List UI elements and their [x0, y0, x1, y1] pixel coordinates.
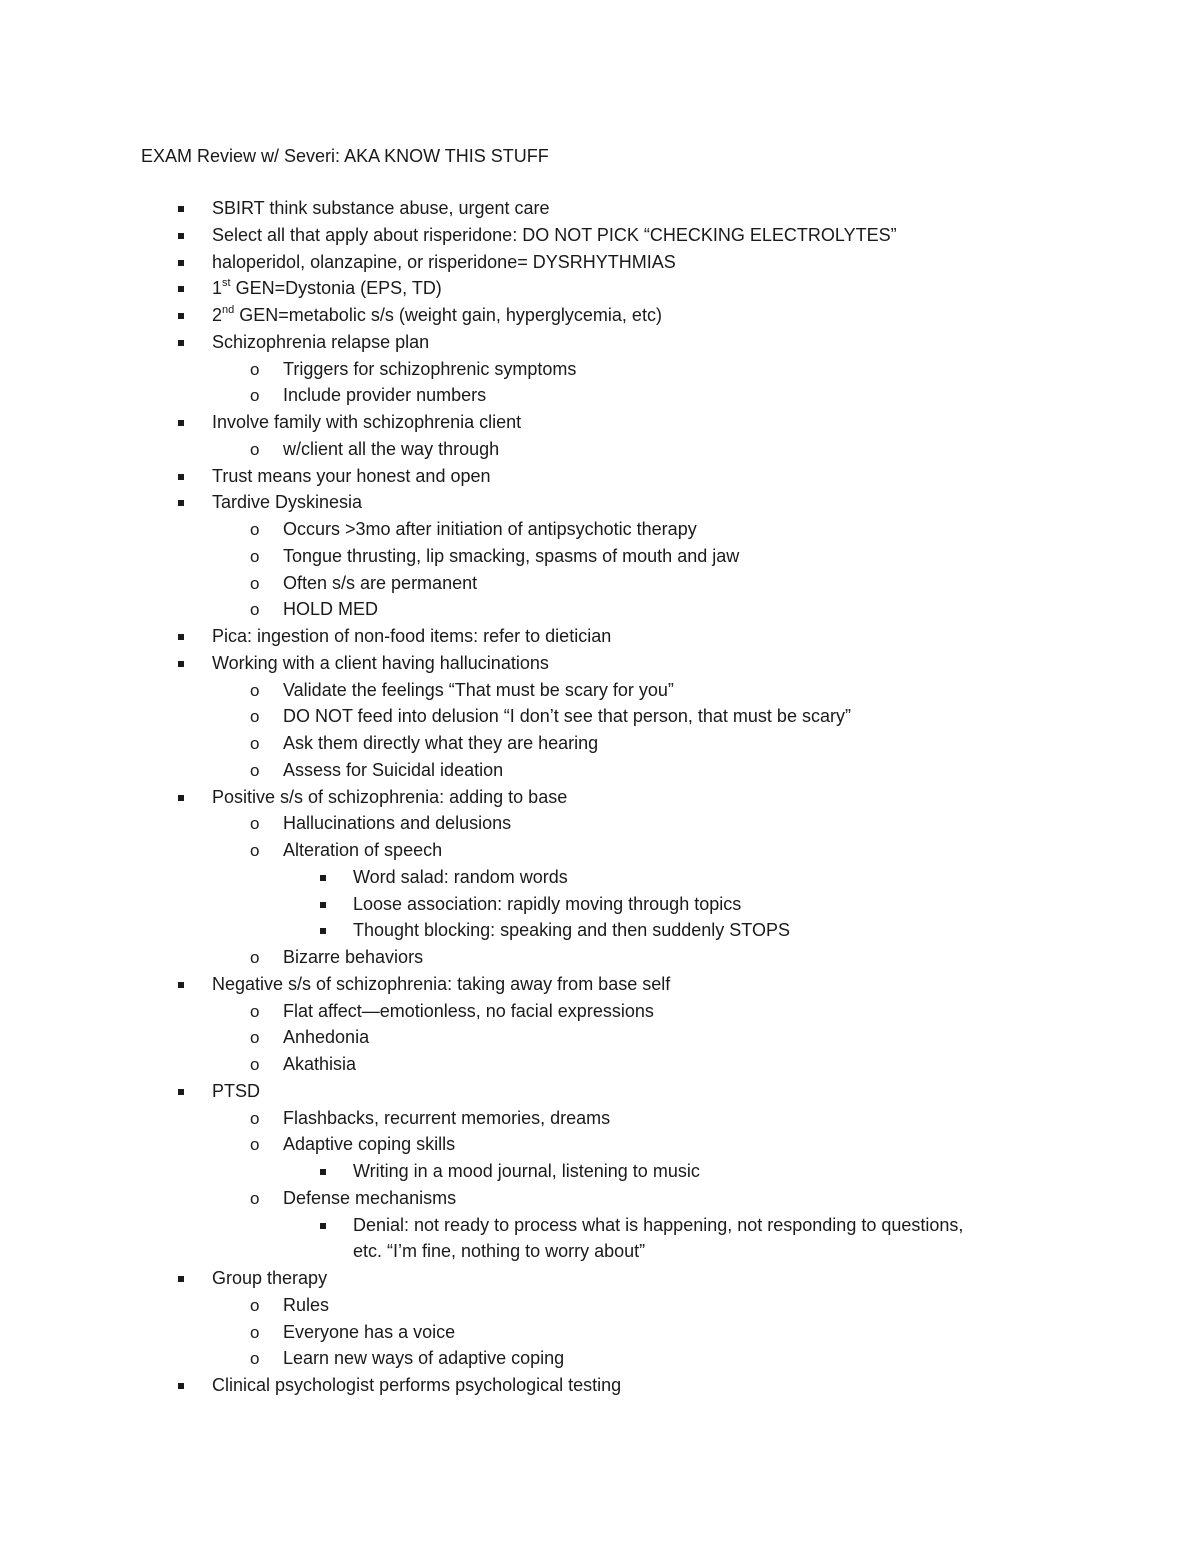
- list-item-text: Bizarre behaviors: [283, 947, 424, 967]
- list-item-text: [212, 275, 442, 302]
- list-item-text: Flat affect—emotionless, no facial expressions: [283, 1000, 654, 1021]
- circle-bullet-icon: o: [250, 1135, 260, 1155]
- ordinal-rest-text: GEN=Dystonia (EPS, TD): [230, 278, 442, 299]
- list-item-text: Ask them directly what they are hearing: [283, 733, 599, 753]
- list-item-text: [212, 302, 662, 329]
- circle-bullet-icon: o: [250, 760, 260, 780]
- ordinal-suffix: nd: [222, 304, 235, 316]
- ordinal-rest-text: GEN=metabolic s/s (weight gain, hyperglycemia, etc): [234, 305, 662, 325]
- list-item-text: Learn new ways of adaptive coping: [283, 1348, 565, 1369]
- circle-bullet-icon: o: [250, 600, 260, 620]
- list-item-text: Often s/s are permanent: [283, 572, 478, 593]
- circle-bullet-icon: o: [250, 359, 260, 379]
- list-item-text: Word salad: random words: [353, 866, 568, 887]
- list-item-text: Denial: not ready to process what is happening, not responding to questions,: [353, 1214, 964, 1235]
- list-item-text: HOLD MED: [283, 599, 379, 620]
- circle-bullet-icon: o: [250, 707, 260, 727]
- list-item-text: PTSD: [212, 1080, 261, 1101]
- circle-bullet-icon: o: [250, 1349, 260, 1369]
- circle-bullet-icon: o: [250, 439, 260, 459]
- list-item-text: SBIRT think substance abuse, urgent care: [212, 198, 550, 218]
- list-item-text: Hallucinations and delusions: [283, 813, 512, 834]
- list-item-text: Everyone has a voice: [283, 1321, 456, 1342]
- list-item-text: Anhedonia: [283, 1027, 370, 1048]
- list-item-text: Rules: [283, 1294, 330, 1315]
- list-item-text: Include provider numbers: [283, 385, 487, 406]
- list-item-text: Writing in a mood journal, listening to music: [353, 1161, 700, 1181]
- list-item-text: etc. “I’m fine, nothing to worry about”: [353, 1241, 646, 1262]
- list-item-text: Akathisia: [283, 1054, 357, 1074]
- circle-bullet-icon: o: [250, 1322, 260, 1342]
- list-item-text: Negative s/s of schizophrenia: taking away from base self: [212, 973, 671, 994]
- ordinal-suffix: st: [222, 277, 231, 290]
- circle-bullet-icon: o: [250, 386, 260, 406]
- list-item-text: Group therapy: [212, 1268, 328, 1288]
- circle-bullet-icon: o: [250, 814, 260, 834]
- ordinal-number: 1: [212, 278, 223, 299]
- document-title: EXAM Review w/ Severi: AKA KNOW THIS STUFF: [141, 146, 549, 166]
- circle-bullet-icon: o: [250, 520, 260, 539]
- list-item-text: Tardive Dyskinesia: [212, 492, 363, 513]
- list-item-text: Adaptive coping skills: [283, 1134, 456, 1155]
- list-item-text: Loose association: rapidly moving through topics: [353, 893, 742, 914]
- circle-bullet-icon: o: [250, 680, 260, 700]
- list-item-text: Involve family with schizophrenia client: [212, 412, 522, 432]
- list-item-text: haloperidol, olanzapine, or risperidone= DYSRHYTHMIAS: [212, 251, 676, 272]
- list-item-text: Pica: ingestion of non-food items: refer to dietician: [212, 626, 612, 646]
- list-item-text: DO NOT feed into delusion “I don’t see that person, that must be scary”: [283, 706, 851, 727]
- circle-bullet-icon: o: [250, 734, 260, 753]
- list-item-text: Tongue thrusting, lip smacking, spasms of mouth and jaw: [283, 545, 740, 566]
- list-item-text: Positive s/s of schizophrenia: adding to base: [212, 786, 568, 807]
- circle-bullet-icon: o: [250, 1028, 260, 1048]
- ordinal-number: 2: [212, 305, 223, 325]
- circle-bullet-icon: o: [250, 573, 260, 593]
- list-item-text: Thought blocking: speaking and then suddenly STOPS: [353, 920, 790, 941]
- list-item-text: Triggers for schizophrenic symptoms: [283, 358, 577, 379]
- list-item-text: Schizophrenia relapse plan: [212, 331, 430, 352]
- list-item-text: Assess for Suicidal ideation: [283, 759, 504, 780]
- list-item-text: Working with a client having hallucinations: [212, 652, 549, 673]
- circle-bullet-icon: o: [250, 841, 260, 860]
- list-item-text: Clinical psychologist performs psychological testing: [212, 1375, 622, 1395]
- circle-bullet-icon: o: [250, 1188, 260, 1208]
- circle-bullet-icon: o: [250, 1108, 260, 1128]
- list-item-text: Trust means your honest and open: [212, 465, 491, 486]
- list-item-text: Flashbacks, recurrent memories, dreams: [283, 1107, 611, 1128]
- list-item-text: Occurs >3mo after initiation of antipsychotic therapy: [283, 519, 697, 539]
- circle-bullet-icon: o: [250, 546, 260, 566]
- circle-bullet-icon: o: [250, 948, 260, 967]
- list-item-text: Select all that apply about risperidone: DO NOT PICK “CHECKING ELECTROLYTES”: [212, 224, 897, 245]
- circle-bullet-icon: o: [250, 1055, 260, 1074]
- circle-bullet-icon: o: [250, 1295, 260, 1315]
- list-item-text: Alteration of speech: [283, 840, 443, 860]
- list-item-text: Validate the feelings “That must be scary for you”: [283, 679, 674, 700]
- list-item-text: Defense mechanisms: [283, 1187, 457, 1208]
- list-item-text: w/client all the way through: [283, 438, 500, 459]
- circle-bullet-icon: o: [250, 1001, 260, 1021]
